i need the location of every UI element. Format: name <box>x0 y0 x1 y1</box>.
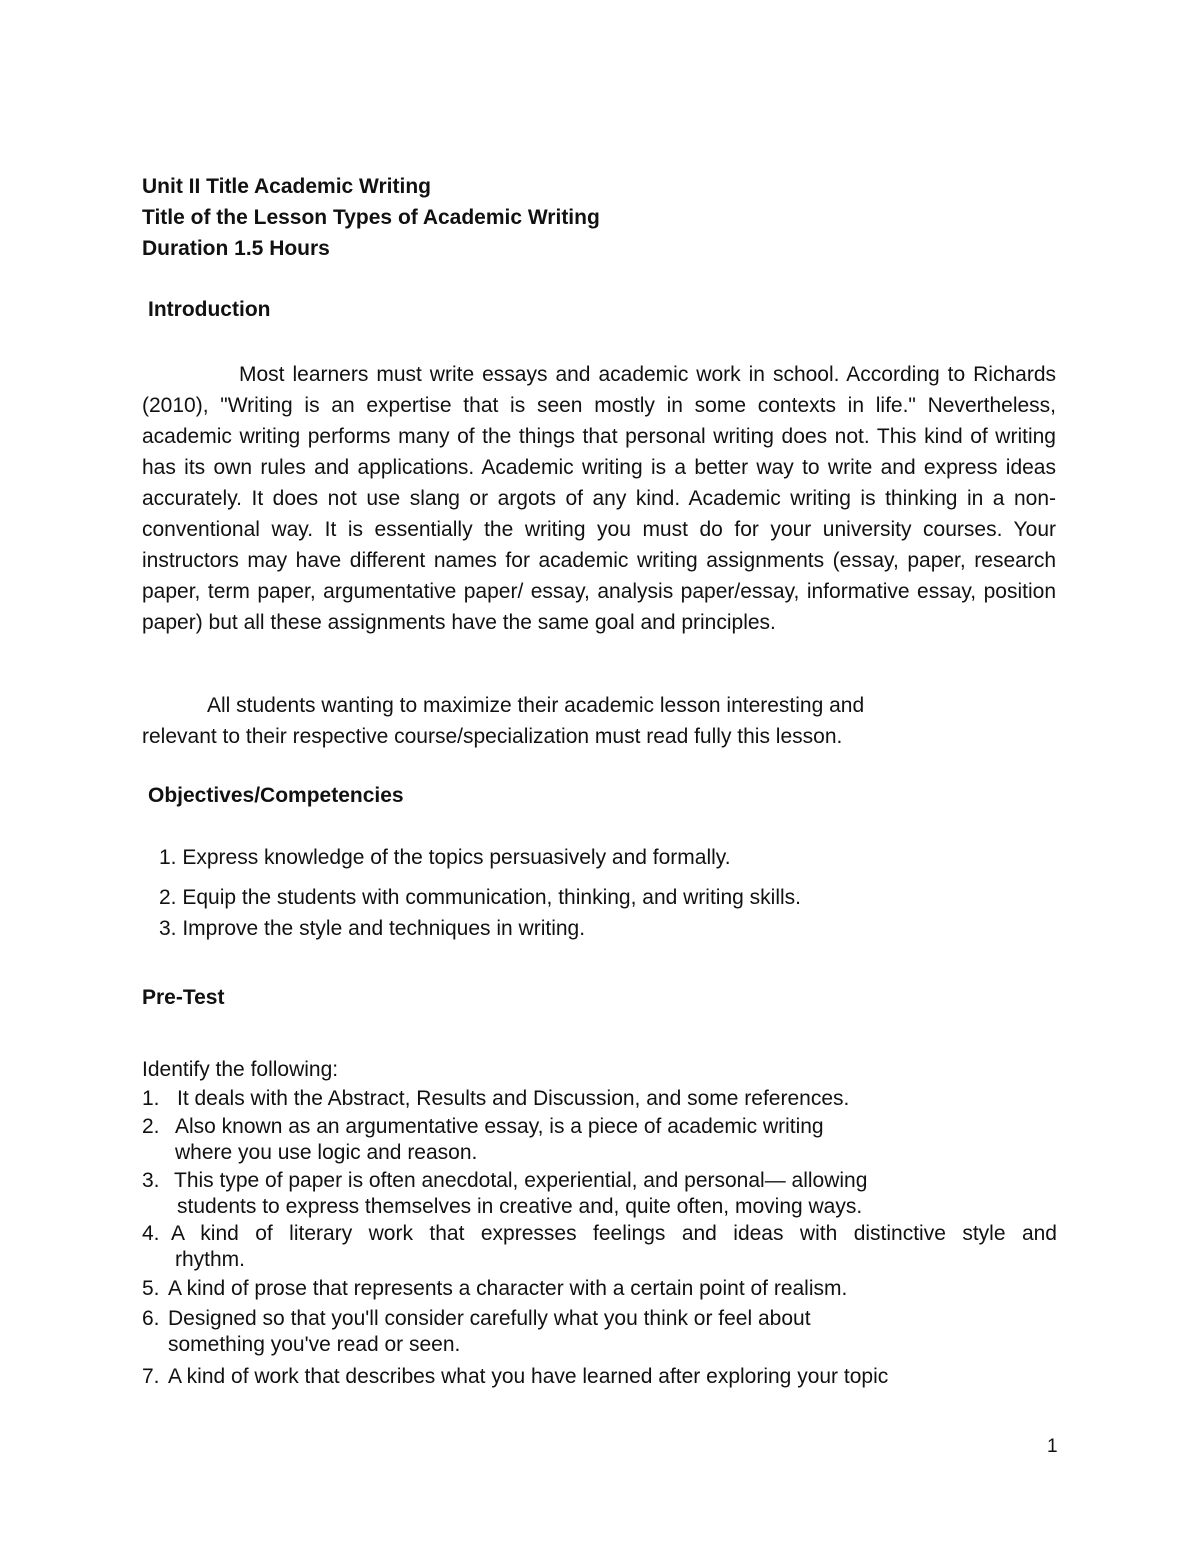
pretest-item-number: 7. <box>142 1365 160 1388</box>
pretest-item-number: 5. <box>142 1277 160 1300</box>
pretest-item-text-continued: something you've read or seen. <box>168 1333 461 1356</box>
page-number: 1 <box>1047 1436 1058 1457</box>
pretest-item-text: This type of paper is often anecdotal, experiential, and personal— allowing <box>174 1169 868 1192</box>
pretest-item-number: 4. <box>142 1222 160 1245</box>
unit-title: Unit II Title Academic Writing <box>142 175 431 198</box>
pretest-item-number: 3. <box>142 1169 160 1192</box>
introduction-paragraph-2-line-1: All students wanting to maximize their academic lesson interesting and <box>207 694 865 717</box>
objectives-heading: Objectives/Competencies <box>148 784 404 807</box>
pretest-heading: Pre-Test <box>142 986 225 1009</box>
pretest-item-text: It deals with the Abstract, Results and Discussion, and some references. <box>177 1087 850 1110</box>
pretest-item-text: A kind of prose that represents a character with a certain point of realism. <box>168 1277 848 1300</box>
pretest-item-text-continued: rhythm. <box>175 1248 246 1271</box>
pretest-instruction: Identify the following: <box>142 1058 339 1081</box>
pretest-item-number: 2. <box>142 1115 160 1138</box>
pretest-item-text: A kind of work that describes what you have learned after exploring your topic <box>168 1365 889 1388</box>
objective-item: 3. Improve the style and techniques in writing. <box>159 917 586 940</box>
objective-item: 2. Equip the students with communication, thinking, and writing skills. <box>159 886 801 909</box>
pretest-item-number: 1. <box>142 1087 160 1110</box>
duration-label: Duration 1.5 Hours <box>142 237 330 260</box>
objective-item: 1. Express knowledge of the topics persuasively and formally. <box>159 846 731 869</box>
pretest-item-text: Designed so that you'll consider carefully what you think or feel about <box>168 1307 811 1330</box>
introduction-paragraph-2-line-2: relevant to their respective course/specialization must read fully this lesson. <box>142 725 843 748</box>
introduction-paragraph: Most learners must write essays and academic work in school. According to Richards (2010), "Writing is an expertise that is seen mostly in some contexts in life." Nevertheless, academic writing performs many of the things that personal writing does not. This kind of writing has its own rules and applications. Academic writing is a better way to write and express ideas accurately. It does not use slang or argots of any kind. Academic writing is thinking in a non-conventional way. It is essentially the writing you must do for your university courses. Your instructors may have different names for academic writing assignments (essay, paper, research paper, term paper, argumentative paper/ essay, analysis paper/essay, informative essay, position paper) but all these assignments have the same goal and principles. <box>142 363 1056 634</box>
pretest-item-text-continued: where you use logic and reason. <box>175 1141 478 1164</box>
pretest-item-text-continued: students to express themselves in creative and, quite often, moving ways. <box>177 1195 863 1218</box>
lesson-title: Title of the Lesson Types of Academic Writing <box>142 206 600 229</box>
introduction-heading: Introduction <box>148 298 271 321</box>
pretest-item-text: A kind of literary work that expresses feelings and ideas with distinctive style and <box>171 1222 1057 1245</box>
pretest-item-text: Also known as an argumentative essay, is a piece of academic writing <box>175 1115 824 1138</box>
pretest-item-number: 6. <box>142 1307 160 1330</box>
